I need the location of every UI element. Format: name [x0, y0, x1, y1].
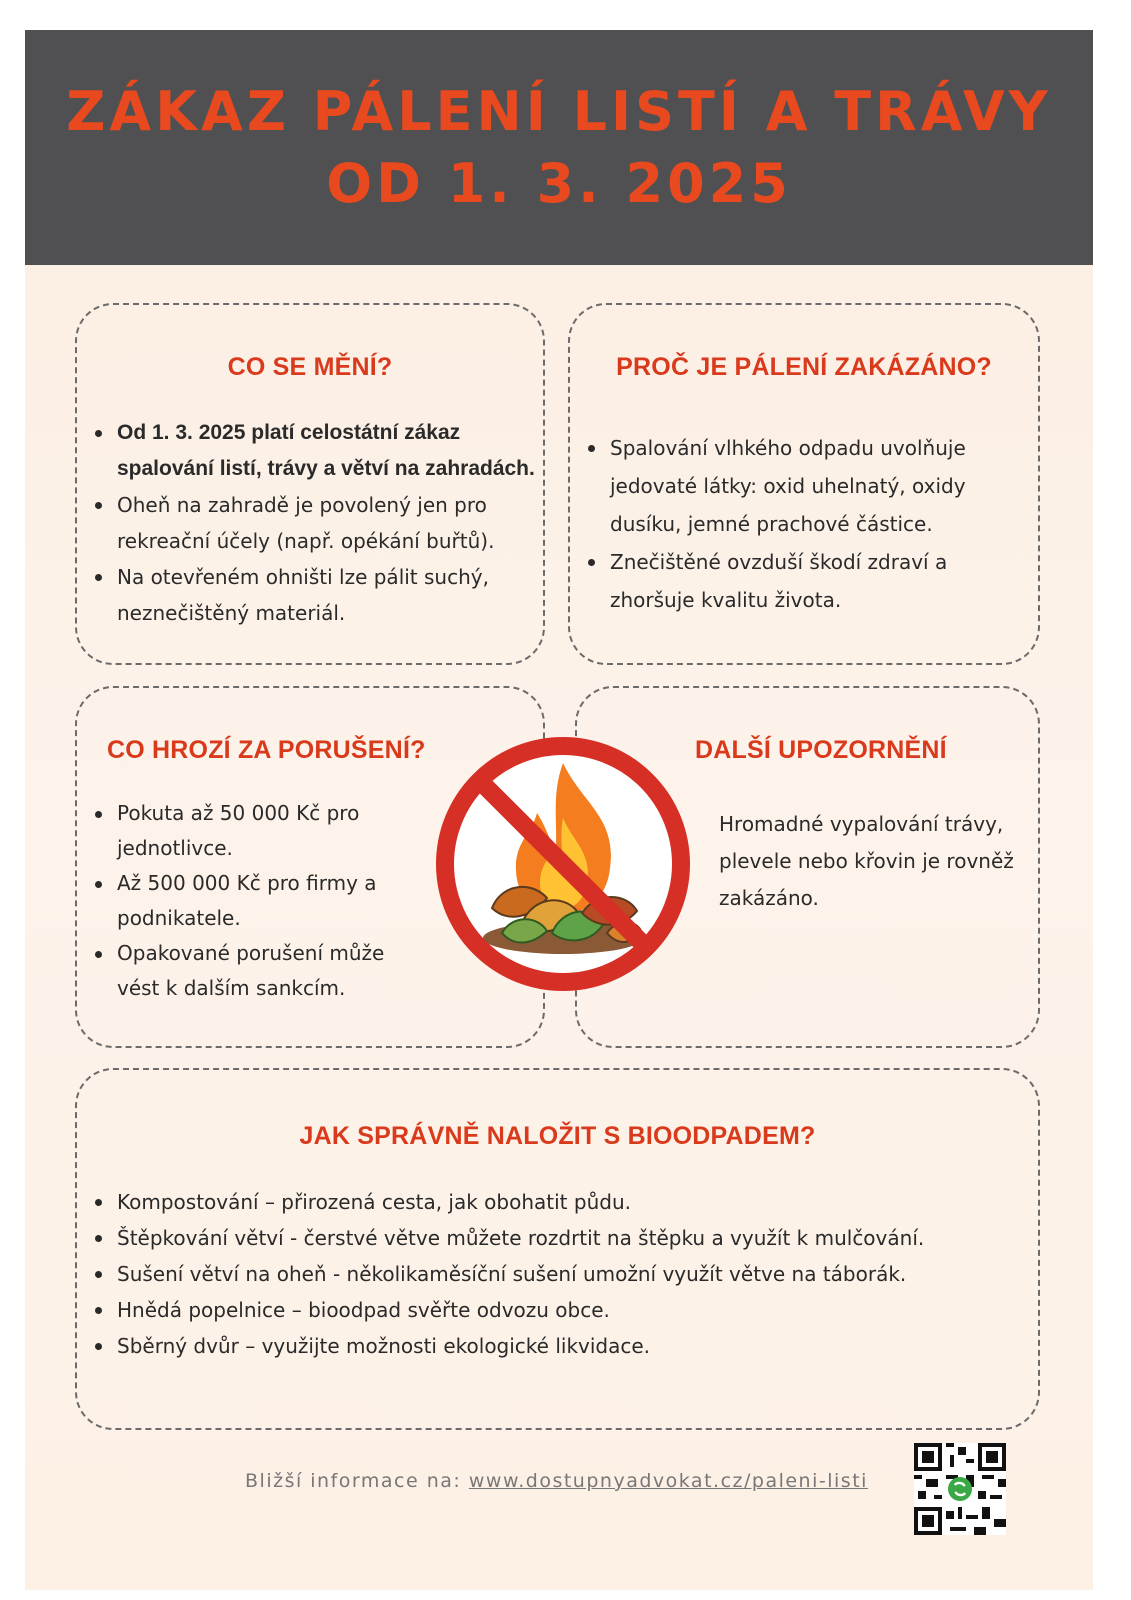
headline-line-1: ZÁKAZ PÁLENÍ LISTÍ A TRÁVY [66, 79, 1052, 143]
list-item: Na otevřeném ohništi lze pálit suchý, neznečištěný materiál. [89, 559, 539, 631]
list-item: Znečištěné ovzduší škodí zdraví a zhoršuje kvalitu života. [582, 543, 1022, 619]
card-why-forbidden-title: PROČ JE PÁLENÍ ZAKÁZÁNO? [616, 353, 992, 381]
card-further-notice-title: DALŠÍ UPOZORNĚNÍ [695, 736, 947, 764]
list-item: Až 500 000 Kč pro firmy a podnikatele. [89, 866, 429, 936]
footer-link[interactable]: www.dostupnyadvokat.cz/paleni-listi [468, 1470, 868, 1492]
list-item: Pokuta až 50 000 Kč pro jednotlivce. [89, 796, 429, 866]
list-item: Od 1. 3. 2025 platí celostátní zákaz spalování listí, trávy a větví na zahradách. [89, 415, 539, 487]
list-item: Sušení větví na oheň - několikaměsíční sušení umožní využít větve na táborák. [89, 1256, 1029, 1292]
card-what-changes-list [89, 415, 539, 631]
card-why-forbidden-list [582, 429, 1022, 619]
footer-label: Bližší informace na: [245, 1470, 469, 1492]
card-why-forbidden [568, 303, 1040, 665]
list-item: Spalování vlhkého odpadu uvolňuje jedovaté látky: oxid uhelnatý, oxidy dusíku, jemné prachové částice. [582, 429, 1022, 543]
headline-line-2: OD 1. 3. 2025 [326, 151, 792, 215]
list-item: Opakované porušení může vést k dalším sankcím. [89, 936, 429, 1006]
card-penalties-list [89, 796, 429, 1006]
footer-info [245, 1470, 868, 1492]
card-biowaste-title: JAK SPRÁVNĚ NALOŽIT S BIOODPADEM? [299, 1122, 816, 1150]
qr-code-icon[interactable] [914, 1443, 1006, 1535]
header-banner [25, 30, 1093, 265]
no-burning-icon [432, 733, 694, 995]
card-biowaste-list [89, 1184, 1029, 1364]
list-item: Štěpkování větví - čerstvé větve můžete rozdrtit na štěpku a využít k mulčování. [89, 1220, 1029, 1256]
list-item: Oheň na zahradě je povolený jen pro rekreační účely (např. opékání buřtů). [89, 487, 539, 559]
list-item: Hnědá popelnice – bioodpad svěřte odvozu obce. [89, 1292, 1029, 1328]
card-what-changes-title: CO SE MĚNÍ? [227, 353, 393, 381]
card-what-changes [75, 303, 545, 665]
list-item: Kompostování – přirozená cesta, jak obohatit půdu. [89, 1184, 1029, 1220]
card-further-notice-text: Hromadné vypalování trávy, plevele nebo křovin je rovněž zakázáno. [719, 812, 1014, 910]
card-penalties-title: CO HROZÍ ZA PORUŠENÍ? [107, 736, 426, 764]
card-biowaste [75, 1068, 1040, 1430]
list-item: Sběrný dvůr – využijte možnosti ekologické likvidace. [89, 1328, 1029, 1364]
